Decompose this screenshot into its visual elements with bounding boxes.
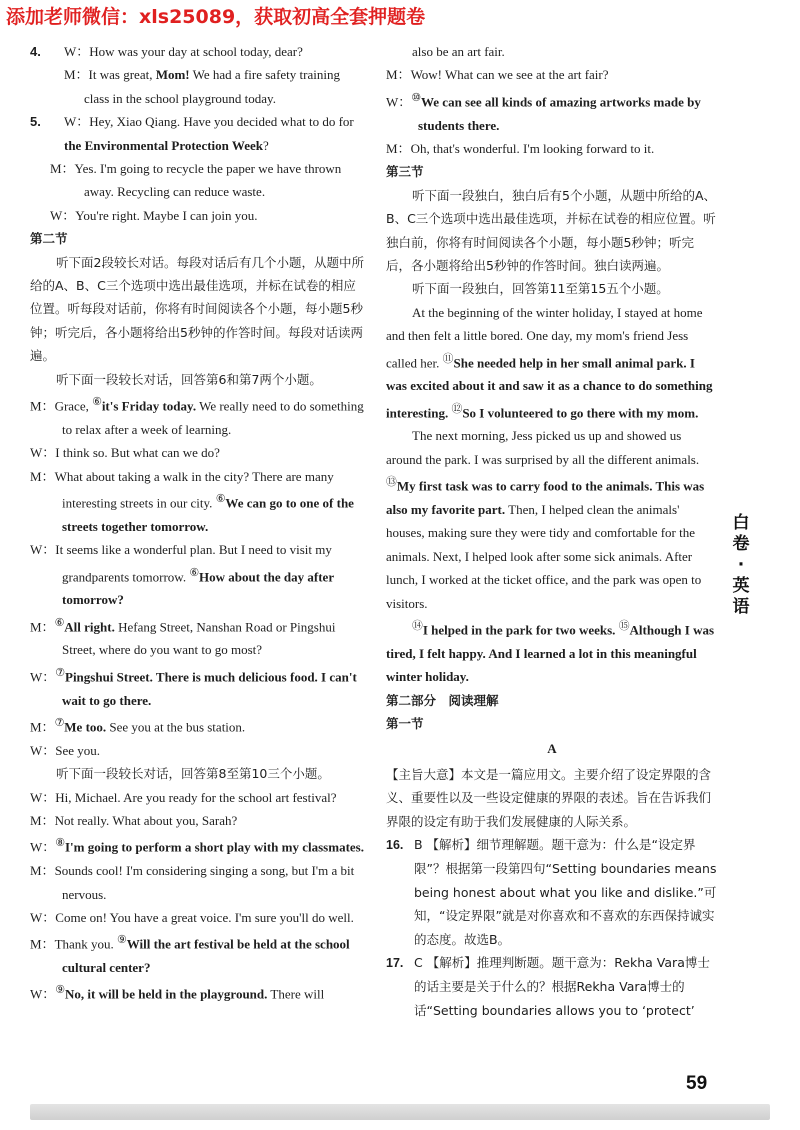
answer-16: 16. B 【解析】细节理解题。题干意为：什么是“设定界限”？根据第一段第四句“Setting boundaries means being honest about what you like and dislike.”可知，“设定界限”就是对你喜欢和不喜欢的东西保持诚实的态度。故选B。 bbox=[386, 837, 717, 947]
monologue-paragraph: ⑭I helped in the park for two weeks. ⑮Although I was tired, I felt happy. And I learned a lot in this meaningful winter holiday. bbox=[386, 620, 715, 685]
conv-line: M：What about taking a walk in the city? There are many interesting streets in our city. ⑥We can go to one of the streets together tomorrow. bbox=[30, 468, 354, 534]
conv-line: W：It seems like a wonderful plan. But I need to visit my grandparents tomorrow. ⑥How about the day after tomorrow? bbox=[30, 542, 334, 608]
dialogue-4: 4. W：How was your day at school today, dear? bbox=[30, 44, 303, 59]
dialogue-4-m: M：It was great, Mom! We had a fire safety training class in the school playground today. bbox=[64, 67, 340, 106]
answer-17: 17. C 【解析】推理判断题。题干意为：Rekha Vara博士的话主要是关于什么的？根据Rekha Vara博士的话“Setting boundaries allows you to ‘protect’ bbox=[386, 955, 710, 1018]
section-2-instructions: 听下面2段较长对话。每段对话后有几个小题，从题中所给的A、B、C三个选项中选出最佳选项，并标在试卷的相应位置。听每段对话前，你将有时间阅读各个小题，每小题5秒钟；听完后，各小题将给出5秒钟的作答时间。每段对话读两遍。 bbox=[30, 254, 364, 364]
section-heading-2: 第二节 bbox=[30, 231, 68, 247]
instruction-q8-10: 听下面一段较长对话，回答第8至第10三个小题。 bbox=[56, 766, 330, 782]
conv-line: M：Grace, ⑥it's Friday today. We really need to do something to relax after a week of learning. bbox=[30, 396, 364, 437]
main-idea-summary: 【主旨大意】本文是一篇应用文。主要介绍了设定界限的含义、重要性以及一些设定健康的界限的表述。旨在告诉我们界限的设定有助于我们发展健康的人际关系。 bbox=[386, 766, 712, 829]
instruction-q11-15: 听下面一段独白，回答第11至第15五个小题。 bbox=[412, 281, 669, 297]
conv-line: M：Thank you. ⑨Will the art festival be held at the school cultural center? bbox=[30, 934, 350, 976]
passage-letter: A bbox=[547, 741, 557, 757]
page-number: 59 bbox=[686, 1073, 708, 1094]
conv-line: M：Sounds cool! I'm considering singing a song, but I'm a bit nervous. bbox=[30, 863, 355, 902]
watermark-banner: 添加老师微信：xls25089，获取初高全套押题卷 bbox=[6, 6, 426, 28]
monologue-paragraph: At the beginning of the winter holiday, I stayed at home and then felt a little bored. One day, my mom's friend Jess called her. ⑪She needed help in her small animal park. I was excited about it and saw it as a chance to do something interesting. ⑫So I volunteered to go there with my mom. bbox=[386, 304, 713, 421]
conv-line: W：See you. bbox=[30, 742, 101, 758]
conv-line: W：Hi, Michael. Are you ready for the school art festival? bbox=[30, 789, 337, 805]
conv-line: M：Not really. What about you, Sarah? bbox=[30, 812, 238, 828]
scan-edge-shadow bbox=[30, 1104, 770, 1120]
monologue-paragraph: The next morning, Jess picked us up and showed us around the park. I was surprised by all the different animals. ⑬My first task was to carry food to the animals. This was also my favorite part. Then, I helped clean the animals' houses, making sure they were tidy and comfortable for the animals. Next, I helped look after some sick animals. After lunch, I worked at the ticket office, and the park was open to visitors. bbox=[386, 428, 705, 611]
conv-line: W：I think so. But what can we do? bbox=[30, 445, 220, 461]
conv-line: M：⑦Me too. See you at the bus station. bbox=[30, 717, 246, 735]
dialogue-5-w: W：You're right. Maybe I can join you. bbox=[50, 207, 258, 223]
conv-line: W：⑦Pingshui Street. There is much delicious food. I can't wait to go there. bbox=[30, 666, 357, 708]
dialogue-5: 5. W：Hey, Xiao Qiang. Have you decided what to do for the Environmental Protection Week? bbox=[30, 114, 354, 153]
side-tab-label: 白 卷 · 英 语 bbox=[732, 513, 750, 617]
left-column bbox=[30, 40, 368, 1006]
conv-line: M：⑥All right. Hefang Street, Nanshan Road or Pingshui Street, where do you want to go most? bbox=[30, 616, 336, 658]
right-column bbox=[386, 40, 718, 1022]
conv-line: M：Oh, that's wonderful. I'm looking forward to it. bbox=[386, 140, 655, 156]
part-2-heading: 第二部分 阅读理解 bbox=[386, 692, 499, 708]
conv-line: W：Come on! You have a great voice. I'm sure you'll do well. bbox=[30, 909, 354, 925]
conv-line: M：Wow! What can we see at the art fair? bbox=[386, 67, 609, 83]
instruction-q6-7: 听下面一段较长对话，回答第6和第7两个小题。 bbox=[56, 371, 322, 387]
section-3-instructions: 听下面一段独白，独白后有5个小题，从题中所给的A、B、C三个选项中选出最佳选项，并标在试卷的相应位置。听独白前，你将有时间阅读各个小题，每小题5秒钟；听完后，各小题将给出5秒钟的作答时间。独白读两遍。 bbox=[386, 187, 717, 273]
conv-line: also be an art fair. bbox=[412, 44, 505, 59]
part-2-section-1-heading: 第一节 bbox=[386, 716, 424, 732]
section-heading-3: 第三节 bbox=[386, 164, 424, 180]
conv-line: W：⑩We can see all kinds of amazing artworks made by students there. bbox=[386, 91, 701, 133]
conv-line: W：⑧I'm going to perform a short play with my classmates. bbox=[30, 837, 364, 855]
dialogue-5-m: M：Yes. I'm going to recycle the paper we have thrown away. Recycling can reduce waste. bbox=[50, 161, 342, 200]
conv-line: W：⑨No, it will be held in the playground. There will bbox=[30, 984, 325, 1002]
